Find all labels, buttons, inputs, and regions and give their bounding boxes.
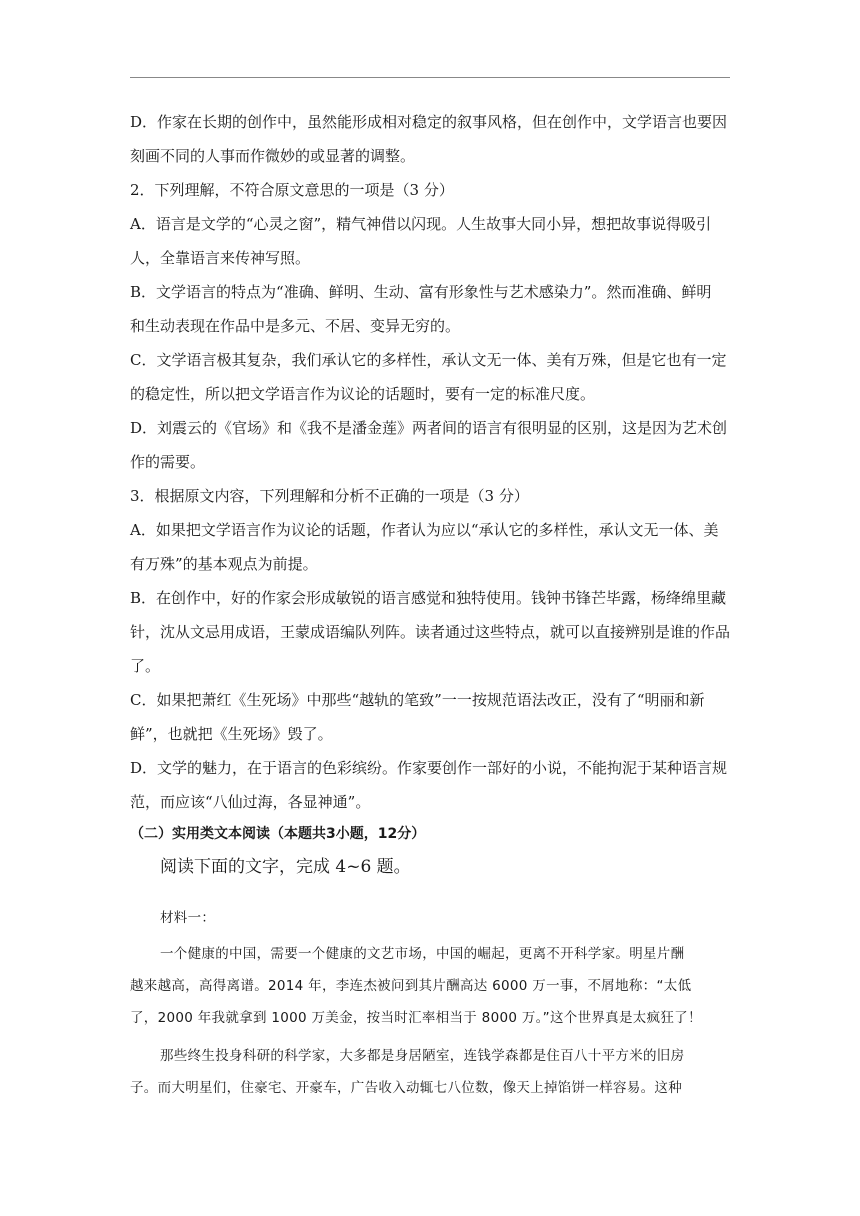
- text-line: 和生动表现在作品中是多元、不居、变异无穷的。: [130, 317, 461, 335]
- text-line: C．如果把萧红《生死场》中那些“越轨的笔致”一一按规范语法改正，没有了“明丽和新: [130, 691, 705, 709]
- text-line: D．刘震云的《官场》和《我不是潘金莲》两者间的语言有很明显的区别，这是因为艺术创: [130, 419, 728, 437]
- text-line: 刻画不同的人事而作微妙的或显著的调整。: [130, 147, 416, 165]
- text-line: D．文学的魅力，在于语言的色彩缤纷。作家要创作一部好的小说，不能拘泥于某种语言规: [130, 759, 728, 777]
- material-line: 那些终生投身科研的科学家，大多都是身居陋室，连钱学森都是住百八十平方米的旧房: [160, 1048, 685, 1064]
- text-line: A．语言是文学的“心灵之窗”，精气神借以闪现。人生故事大同小异，想把故事说得吸引: [130, 215, 712, 233]
- text-line: B．文学语言的特点为“准确、鲜明、生动、富有形象性与艺术感染力”。然而准确、鲜明: [130, 283, 712, 301]
- material-title: 材料一：: [160, 910, 216, 926]
- text-line: 作的需要。: [130, 453, 206, 471]
- text-line: 鲜”，也就把《生死场》毁了。: [130, 725, 333, 743]
- material-line: 了，2000 年我就拿到 1000 万美金，按当时汇率相当于 8000 万。”这个世界真是太疯狂了！: [130, 1010, 702, 1026]
- question-2-stem: 2．下列理解，不符合原文意思的一项是（3 分）: [130, 181, 454, 199]
- text-line: 有万殊”的基本观点为前提。: [130, 555, 318, 573]
- material-line: 一个健康的中国，需要一个健康的文艺市场，中国的崛起，更离不开科学家。明星片酬: [160, 946, 685, 962]
- header-rule: [130, 77, 730, 78]
- text-line: 的稳定性，所以把文学语言作为议论的话题时，要有一定的标准尺度。: [130, 385, 596, 403]
- text-line: 了。: [130, 657, 161, 675]
- text-line: D．作家在长期的创作中，虽然能形成相对稳定的叙事风格，但在创作中，文学语言也要因: [130, 113, 728, 131]
- text-line: 针，沈从文忌用成语，王蒙成语编队列阵。读者通过这些特点，就可以直接辨别是谁的作品: [130, 623, 731, 641]
- text-line: 人，全靠语言来传神写照。: [130, 249, 311, 267]
- material-line: 子。而大明星们，住豪宅、开豪车，广告收入动辄七八位数，像天上掉馅饼一样容易。这种: [130, 1080, 682, 1096]
- text-line: 范，而应该“八仙过海，各显神通”。: [130, 793, 371, 811]
- text-line: B．在创作中，好的作家会形成敏锐的语言感觉和独特使用。钱钟书锋芒毕露，杨绛绵里藏: [130, 589, 727, 607]
- question-3-stem: 3．根据原文内容，下列理解和分析不正确的一项是（3 分）: [130, 487, 529, 505]
- text-line: C．文学语言极其复杂，我们承认它的多样性，承认文无一体、美有万殊，但是它也有一定: [130, 351, 727, 369]
- section-title: （二）实用类文本阅读（本题共3小题，12分）: [130, 826, 426, 842]
- material-line: 越来越高，高得离谱。2014 年，李连杰被问到其片酬高达 6000 万一事，不屑地称：“太低: [130, 978, 692, 994]
- instruction: 阅读下面的文字，完成 4~6 题。: [160, 857, 411, 877]
- text-line: A．如果把文学语言作为议论的话题，作者认为应以“承认它的多样性，承认文无一体、美: [130, 521, 719, 539]
